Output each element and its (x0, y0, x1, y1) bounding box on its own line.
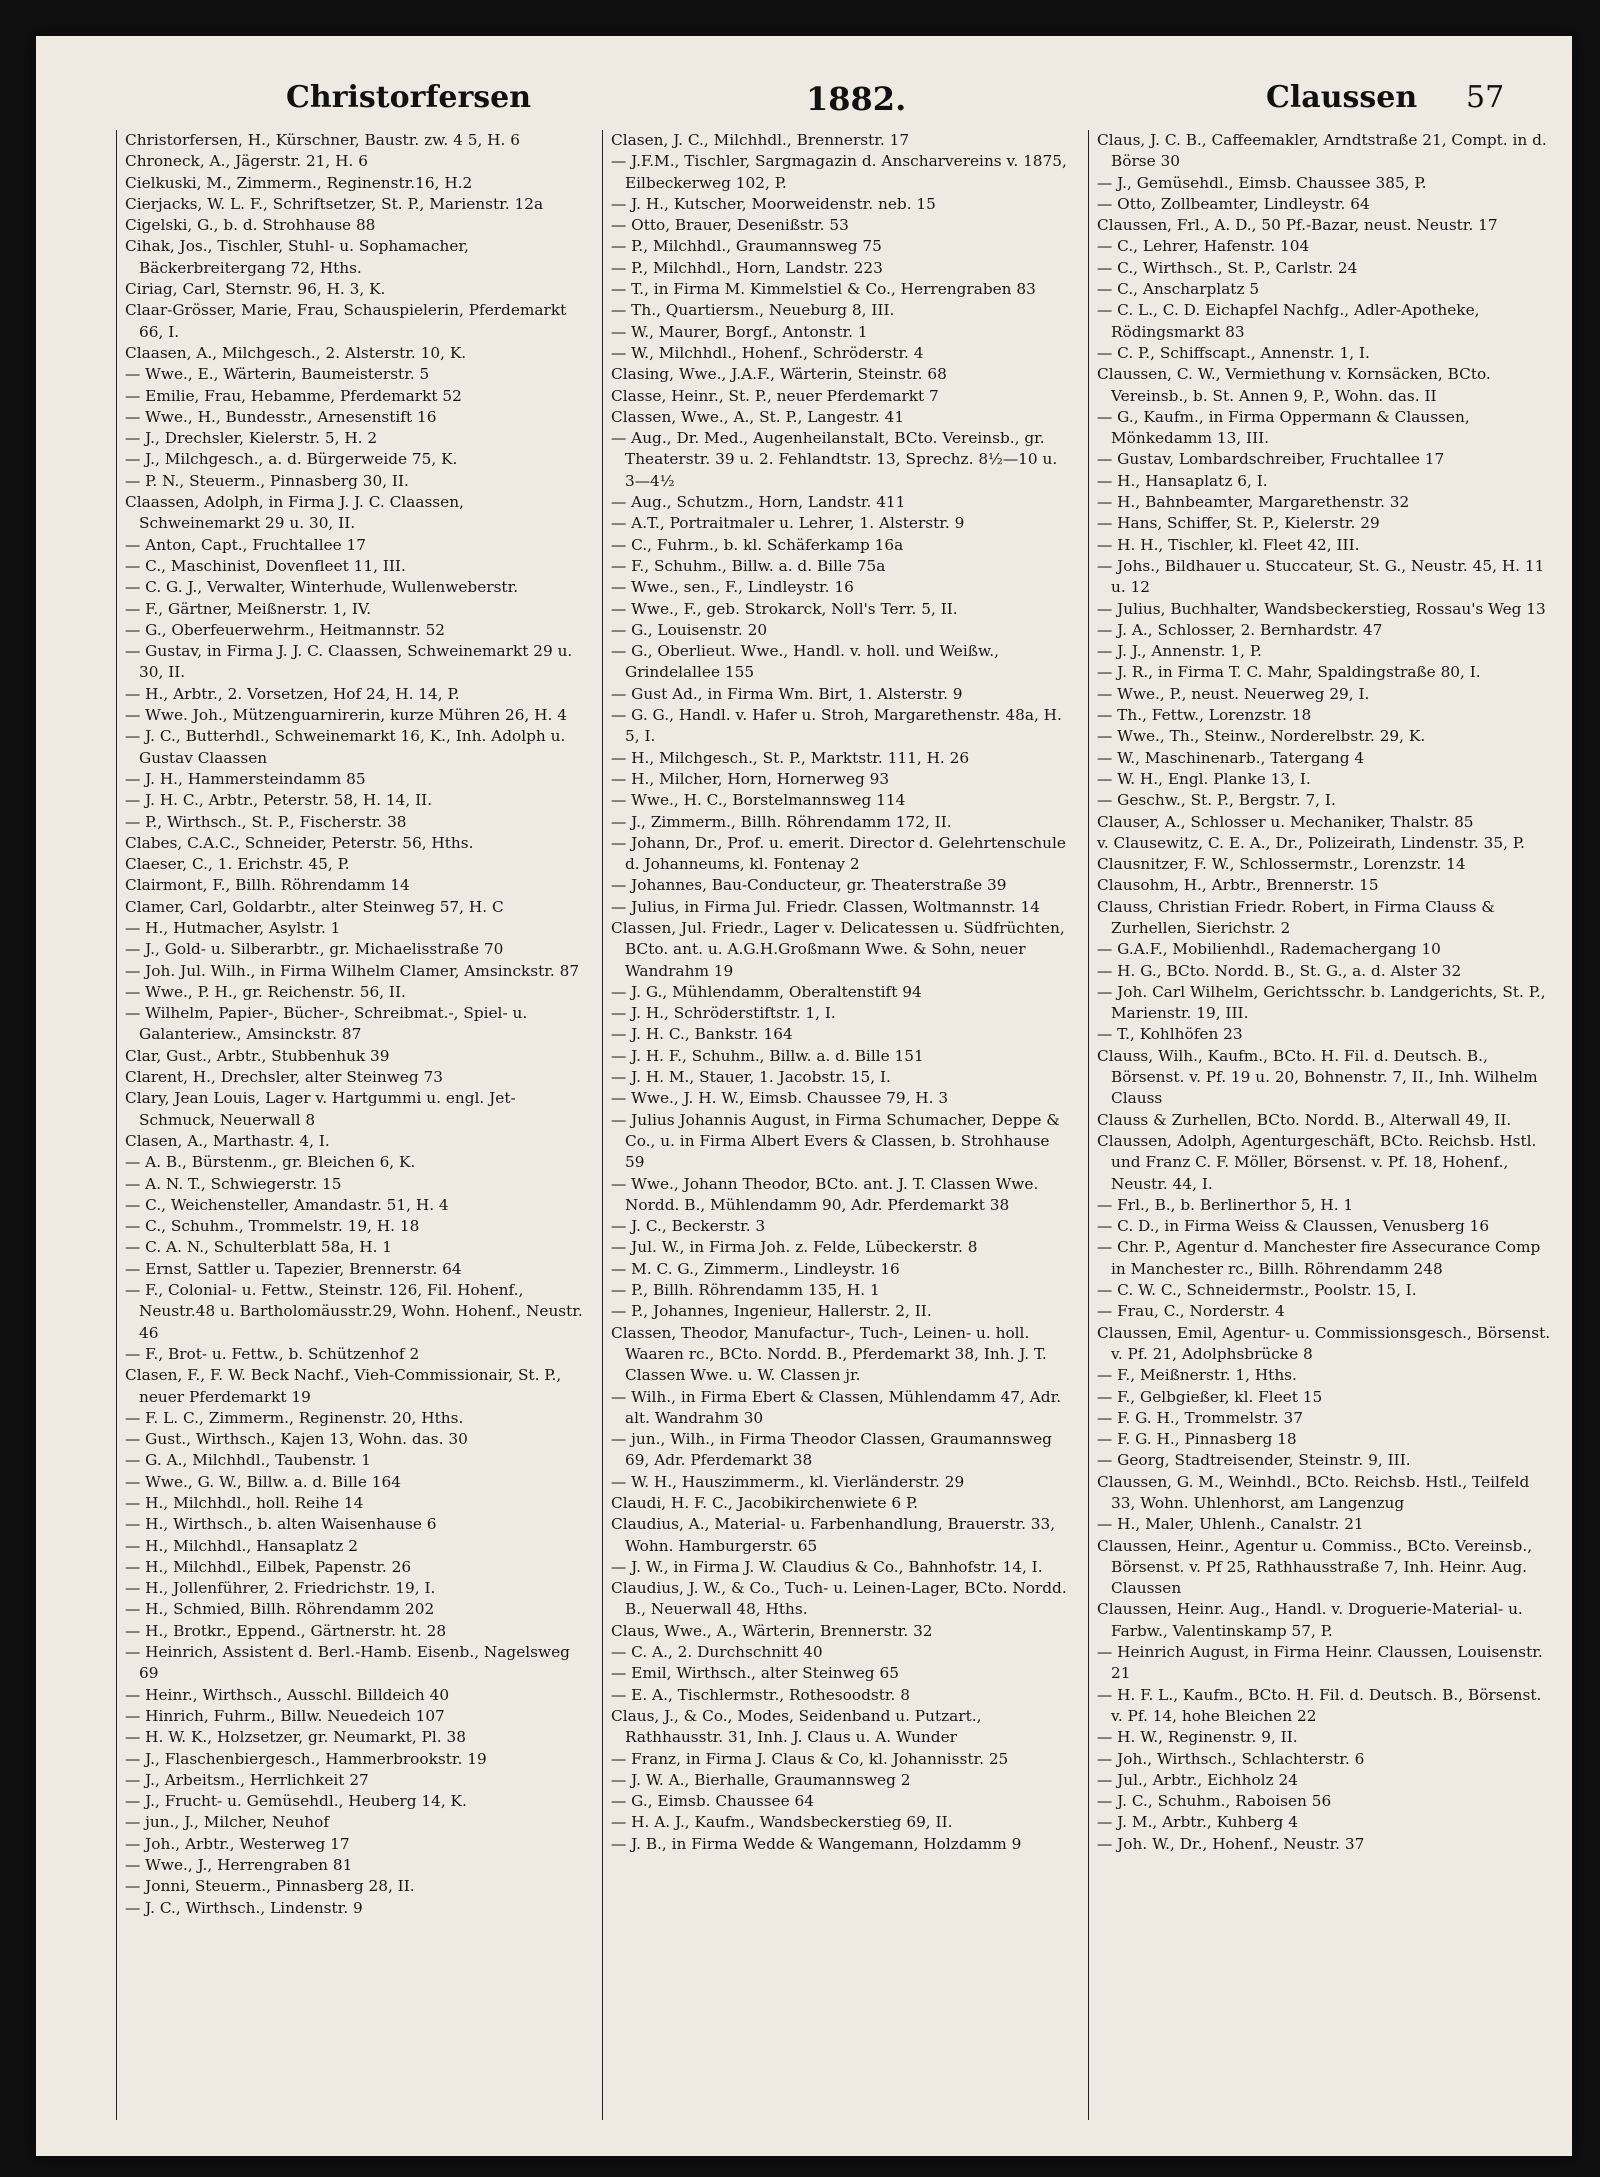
directory-entry: — Jonni, Steuerm., Pinnasberg 28, II. (125, 1877, 415, 1896)
directory-entry: — Wwe., P., neust. Neuerweg 29, I. (1097, 684, 1370, 703)
directory-entry: Clasen, A., Marthastr. 4, I. (125, 1131, 330, 1150)
directory-entry: Cihak, Jos., Tischler, Stuhl- u. Sophamacher, Bäckerbreitergang 72, Hths. (125, 237, 469, 277)
directory-entry: — H., Milchhdl., holl. Reihe 14 (125, 1494, 364, 1512)
directory-entry: — G., Oberfeuerwehrm., Heitmannstr. 52 (125, 620, 446, 639)
directory-entry: — J. C., Schuhm., Raboisen 56 (1097, 1792, 1332, 1811)
directory-entry: — J. C., Wirthsch., Lindenstr. 9 (125, 1898, 363, 1917)
directory-entry: — G., Louisenstr. 20 (611, 620, 768, 639)
directory-entry: — H. W., Reginenstr. 9, II. (1097, 1728, 1298, 1747)
directory-entry: — Georg, Stadtreisender, Steinstr. 9, III. (1097, 1451, 1411, 1470)
directory-entry: — C., Maschinist, Dovenfleet 11, III. (125, 556, 406, 575)
directory-entry: — C. P., Schiffscapt., Annenstr. 1, I. (1097, 343, 1370, 362)
directory-entry: — W. H., Engl. Planke 13, I. (1097, 769, 1311, 788)
directory-entry: — Julius Johannis August, in Firma Schumacher, Deppe & Co., u. in Firma Albert Evers & Classen, b. Strohhause 59 (611, 1110, 1060, 1172)
directory-entry: — Th., Quartiersm., Neueburg 8, III. (611, 301, 895, 320)
directory-entry: — Otto, Zollbeamter, Lindleystr. 64 (1097, 194, 1370, 213)
directory-entry: — H. A. J., Kaufm., Wandsbeckerstieg 69, II. (611, 1813, 953, 1832)
directory-entry: Claassen, Adolph, in Firma J. J. C. Claassen, Schweinemarkt 29 u. 30, II. (125, 493, 464, 533)
directory-entry: — Frau, C., Norderstr. 4 (1097, 1302, 1285, 1321)
column-2 (602, 130, 1071, 2120)
directory-entry: — F. G. H., Trommelstr. 37 (1097, 1408, 1303, 1427)
directory-entry: — H., Jollenführer, 2. Friedrichstr. 19, I. (125, 1579, 436, 1598)
directory-entry: — Emilie, Frau, Hebamme, Pferdemarkt 52 (125, 386, 462, 405)
directory-entry: — J. C., Butterhdl., Schweinemarkt 16, K., Inh. Adolph u. Gustav Claassen (125, 727, 566, 767)
directory-entry: Clasen, J. C., Milchhdl., Brennerstr. 17 (611, 131, 910, 149)
directory-entry: — Hinrich, Fuhrm., Billw. Neuedeich 107 (125, 1706, 445, 1725)
directory-entry: — Johannes, Bau-Conducteur, gr. Theaterstraße 39 (611, 876, 1007, 895)
directory-entry: Cigelski, G., b. d. Strohhause 88 (125, 216, 376, 235)
directory-entry: Claussen, Emil, Agentur- u. Commissionsgesch., Börsenst. v. Pf. 21, Adolphsbrücke 8 (1097, 1323, 1551, 1363)
directory-entry: — A. N. T., Schwiegerstr. 15 (125, 1174, 342, 1193)
directory-entry: — Chr. P., Agentur d. Manchester fire Assecurance Comp in Manchester rc., Billh. Röhrendamm 248 (1097, 1238, 1541, 1278)
directory-entry: — C. A., 2. Durchschnitt 40 (611, 1643, 823, 1662)
directory-entry: — G.A.F., Mobilienhdl., Rademachergang 10 (1097, 940, 1441, 959)
directory-entry: — jun., J., Milcher, Neuhof (125, 1813, 330, 1832)
directory-entry: Claudius, J. W., & Co., Tuch- u. Leinen-Lager, BCto. Nordd. B., Neuerwall 48, Hths. (611, 1579, 1067, 1619)
directory-entry: — P., Milchhdl., Horn, Landstr. 223 (611, 258, 883, 277)
directory-entry: — P., Milchhdl., Graumannsweg 75 (611, 237, 882, 256)
directory-entry: Clausohm, H., Arbtr., Brennerstr. 15 (1097, 876, 1379, 895)
directory-entry: Claussen, Adolph, Agenturgeschäft, BCto. Reichsb. Hstl. und Franz C. F. Möller, Börsenst. v. Pf. 18, Hohenf., Neustr. 44, I. (1097, 1131, 1537, 1193)
directory-entry: — J. J., Annenstr. 1, P. (1097, 642, 1262, 661)
directory-entry: — Franz, in Firma J. Claus & Co, kl. Johannisstr. 25 (611, 1749, 1009, 1768)
directory-entry: — J. C., Beckerstr. 3 (611, 1217, 766, 1236)
directory-entry: Classen, Theodor, Manufactur-, Tuch-, Leinen- u. holl. Waaren rc., BCto. Nordd. B., Pferdemarkt 38, Inh. J. T. Classen Wwe. u. W. Classen jr. (611, 1323, 1047, 1385)
directory-entry: Claussen, Frl., A. D., 50 Pf.-Bazar, neust. Neustr. 17 (1097, 216, 1498, 235)
directory-columns (116, 130, 1556, 2120)
directory-entry: — Gustav, Lombardschreiber, Fruchtallee 17 (1097, 450, 1445, 469)
directory-entry: — Geschw., St. P., Bergstr. 7, I. (1097, 791, 1336, 810)
directory-entry: — J. R., in Firma T. C. Mahr, Spaldingstraße 80, I. (1097, 663, 1481, 682)
directory-entry: Claussen, Heinr., Agentur u. Commiss., BCto. Vereinsb., Börsenst. v. Pf 25, Rathhausstraße 7, Inh. Heinr. Aug. Claussen (1097, 1536, 1533, 1598)
directory-entry: — C., Weichensteller, Amandastr. 51, H. 4 (125, 1195, 449, 1214)
directory-entry: — J. H. C., Arbtr., Peterstr. 58, H. 14, II. (125, 791, 433, 810)
directory-entry: Christorfersen, H., Kürschner, Baustr. zw. 4 5, H. 6 (125, 131, 520, 149)
directory-entry: — H., Milchgesch., St. P., Marktstr. 111, H. 26 (611, 748, 970, 767)
directory-entry: Claudius, A., Material- u. Farbenhandlung, Brauerstr. 33, Wohn. Hamburgerstr. 65 (611, 1515, 1056, 1555)
directory-entry: Classen, Wwe., A., St. P., Langestr. 41 (611, 407, 905, 426)
directory-entry: — J., Milchgesch., a. d. Bürgerweide 75, K. (125, 450, 458, 469)
directory-entry: Classe, Heinr., St. P., neuer Pferdemarkt 7 (611, 386, 939, 405)
directory-entry: — Gust Ad., in Firma Wm. Birt, 1. Alsterstr. 9 (611, 684, 963, 703)
directory-entry: — Gustav, in Firma J. J. C. Claassen, Schweinemarkt 29 u. 30, II. (125, 642, 573, 682)
directory-entry: — J. H., Schröderstiftstr. 1, I. (611, 1004, 836, 1023)
directory-entry: Clauss, Wilh., Kaufm., BCto. H. Fil. d. Deutsch. B., Börsenst. v. Pf. 19 u. 20, Bohnenstr. 7, II., Inh. Wilhelm Clauss (1097, 1046, 1538, 1108)
directory-entry: Clauss, Christian Friedr. Robert, in Firma Clauss & Zurhellen, Sierichstr. 2 (1097, 897, 1495, 937)
directory-entry: — Emil, Wirthsch., alter Steinweg 65 (611, 1664, 899, 1683)
directory-entry: — J. H. M., Stauer, 1. Jacobstr. 15, I. (611, 1068, 891, 1087)
directory-entry: Claus, J. C. B., Caffeemakler, Arndtstraße 21, Compt. in d. Börse 30 (1097, 131, 1547, 171)
directory-entry: — H. G., BCto. Nordd. B., St. G., a. d. Alster 32 (1097, 961, 1462, 980)
directory-entry: — Th., Fettw., Lorenzstr. 18 (1097, 706, 1312, 725)
directory-entry: Clamer, Carl, Goldarbtr., alter Steinweg 57, H. C (125, 897, 504, 916)
directory-entry: — Frl., B., b. Berlinerthor 5, H. 1 (1097, 1195, 1354, 1214)
directory-entry: — Joh. Jul. Wilh., in Firma Wilhelm Clamer, Amsinckstr. 87 (125, 961, 580, 980)
page-header (126, 80, 1546, 130)
directory-page (36, 36, 1572, 2156)
directory-entry: — W., Maurer, Borgf., Antonstr. 1 (611, 322, 868, 341)
directory-entry: — Joh. W., Dr., Hohenf., Neustr. 37 (1097, 1834, 1365, 1853)
directory-entry: — J. W., in Firma J. W. Claudius & Co., Bahnhofstr. 14, I. (611, 1557, 1043, 1576)
directory-entry: — H. H., Tischler, kl. Fleet 42, III. (1097, 535, 1360, 554)
directory-entry: — J. H. C., Bankstr. 164 (611, 1025, 793, 1044)
directory-entry: Clauss & Zurhellen, BCto. Nordd. B., Alterwall 49, II. (1097, 1110, 1512, 1129)
directory-entry: — J., Flaschenbiergesch., Hammerbrookstr. 19 (125, 1749, 487, 1768)
directory-entry: — E. A., Tischlermstr., Rothesoodstr. 8 (611, 1685, 910, 1704)
directory-entry: — Heinr., Wirthsch., Ausschl. Billdeich 40 (125, 1685, 450, 1704)
directory-entry: — H., Milchhdl., Hansaplatz 2 (125, 1536, 358, 1555)
directory-entry: Clasing, Wwe., J.A.F., Wärterin, Steinstr. 68 (611, 365, 947, 384)
directory-entry: — H., Bahnbeamter, Margarethenstr. 32 (1097, 493, 1410, 512)
directory-entry: — C., Schuhm., Trommelstr. 19, H. 18 (125, 1217, 420, 1236)
directory-entry: — J. H. F., Schuhm., Billw. a. d. Bille 151 (611, 1046, 924, 1065)
directory-entry: — Heinrich August, in Firma Heinr. Claussen, Louisenstr. 21 (1097, 1643, 1543, 1683)
directory-entry: Claasen, A., Milchgesch., 2. Alsterstr. 10, K. (125, 343, 467, 362)
directory-entry: — Aug., Schutzm., Horn, Landstr. 411 (611, 493, 906, 512)
directory-entry: Cierjacks, W. L. F., Schriftsetzer, St. P., Marienstr. 12a (125, 194, 544, 213)
directory-entry: — F., Gärtner, Meißnerstr. 1, IV. (125, 599, 372, 618)
directory-entry: — H., Arbtr., 2. Vorsetzen, Hof 24, H. 14, P. (125, 684, 460, 703)
directory-entry: Claussen, Heinr. Aug., Handl. v. Droguerie-Material- u. Farbw., Valentinskamp 57, P. (1097, 1600, 1523, 1640)
directory-entry: — Anton, Capt., Fruchtallee 17 (125, 535, 367, 554)
directory-entry: — Wwe., H., Bundesstr., Arnesenstift 16 (125, 407, 437, 426)
directory-entry: — Wwe., sen., F., Lindleystr. 16 (611, 578, 854, 597)
directory-entry: — C. G. J., Verwalter, Winterhude, Wullenweberstr. (125, 578, 519, 597)
directory-entry: Classen, Jul. Friedr., Lager v. Delicatessen u. Südfrüchten, BCto. ant. u. A.G.H.Großmann Wwe. & Sohn, neuer Wandrahm 19 (611, 918, 1065, 980)
directory-entry: Claussen, C. W., Vermiethung v. Kornsäcken, BCto. Vereinsb., b. St. Annen 9, P., Wohn. das. II (1097, 365, 1491, 405)
directory-entry: — Gust., Wirthsch., Kajen 13, Wohn. das. 30 (125, 1430, 468, 1449)
directory-entry: Clary, Jean Louis, Lager v. Hartgummi u. engl. Jet-Schmuck, Neuerwall 8 (125, 1089, 516, 1129)
directory-entry: — F., Gelbgießer, kl. Fleet 15 (1097, 1387, 1323, 1406)
directory-entry: — G., Eimsb. Chaussee 64 (611, 1792, 815, 1811)
directory-entry: — Johs., Bildhauer u. Stuccateur, St. G., Neustr. 45, H. 11 u. 12 (1097, 556, 1545, 597)
directory-entry: — Joh. Carl Wilhelm, Gerichtsschr. b. Landgerichts, St. P., Marienstr. 19, III. (1097, 982, 1546, 1023)
directory-entry: Clarent, H., Drechsler, alter Steinweg 73 (125, 1068, 444, 1087)
directory-entry: — Jul. W., in Firma Joh. z. Felde, Lübeckerstr. 8 (611, 1238, 978, 1257)
directory-entry: Clausnitzer, F. W., Schlossermstr., Lorenzstr. 14 (1097, 855, 1466, 874)
directory-entry: — Julius, in Firma Jul. Friedr. Classen, Woltmannstr. 14 (611, 897, 1041, 916)
directory-entry: — H. F. L., Kaufm., BCto. H. Fil. d. Deutsch. B., Börsenst. v. Pf. 14, hohe Bleichen 22 (1097, 1685, 1542, 1725)
directory-entry: — J. H., Hammersteindamm 85 (125, 769, 366, 788)
directory-entry: — C. W. C., Schneidermstr., Poolstr. 15, I. (1097, 1281, 1417, 1300)
directory-entry: — C., Anscharplatz 5 (1097, 280, 1260, 299)
directory-entry: — Aug., Dr. Med., Augenheilanstalt, BCto. Vereinsb., gr. Theaterstr. 39 u. 2. Fehlandtstr. 13, Sprechz. 8½—10 u. 3—4½ (611, 429, 1058, 490)
directory-entry: — J., Gold- u. Silberarbtr., gr. Michaelisstraße 70 (125, 940, 504, 959)
directory-entry: — F., Schuhm., Billw. a. d. Bille 75a (611, 556, 886, 575)
directory-entry: — G., Kaufm., in Firma Oppermann & Claussen, Mönkedamm 13, III. (1097, 407, 1470, 448)
directory-entry: — W., Maschinenarb., Tatergang 4 (1097, 748, 1365, 767)
directory-entry: — Joh., Wirthsch., Schlachterstr. 6 (1097, 1749, 1365, 1768)
directory-entry: Cielkuski, M., Zimmerm., Reginenstr.16, H.2 (125, 173, 473, 192)
directory-entry: — jun., Wilh., in Firma Theodor Classen, Graumannsweg 69, Adr. Pferdemarkt 38 (611, 1430, 1052, 1470)
directory-entry: — Hans, Schiffer, St. P., Kielerstr. 29 (1097, 514, 1380, 533)
directory-entry: — H., Hutmacher, Asylstr. 1 (125, 918, 341, 937)
directory-entry: — J. G., Mühlendamm, Oberaltenstift 94 (611, 982, 922, 1001)
directory-entry: — F., Colonial- u. Fettw., Steinstr. 126, Fil. Hohenf., Neustr.48 u. Bartholomäusstr.29, Wohn. Hohenf., Neustr. 46 (125, 1281, 583, 1342)
column-1 (116, 130, 585, 2120)
directory-entry: — J. W. A., Bierhalle, Graumannsweg 2 (611, 1770, 911, 1789)
directory-entry: — C., Wirthsch., St. P., Carlstr. 24 (1097, 258, 1358, 277)
directory-entry: — J. H., Kutscher, Moorweidenstr. neb. 15 (611, 194, 936, 213)
directory-entry: — Ernst, Sattler u. Tapezier, Brennerstr. 64 (125, 1259, 462, 1278)
directory-entry: — P., Johannes, Ingenieur, Hallerstr. 2, II. (611, 1302, 932, 1321)
directory-entry: — C. A. N., Schulterblatt 58a, H. 1 (125, 1238, 393, 1257)
directory-entry: — W., Milchhdl., Hohenf., Schröderstr. 4 (611, 343, 924, 362)
directory-entry: Clar, Gust., Arbtr., Stubbenhuk 39 (125, 1046, 390, 1065)
directory-entry: — C., Lehrer, Hafenstr. 104 (1097, 237, 1310, 256)
directory-entry: — Wilh., in Firma Ebert & Classen, Mühlendamm 47, Adr. alt. Wandrahm 30 (611, 1387, 1062, 1427)
directory-entry: — Julius, Buchhalter, Wandsbeckerstieg, Rossau's Weg 13 (1097, 599, 1546, 618)
directory-entry: — Wilhelm, Papier-, Bücher-, Schreibmat.-, Spiel- u. Galanteriew., Amsinckstr. 87 (125, 1004, 528, 1044)
directory-entry: — J., Drechsler, Kielerstr. 5, H. 2 (125, 429, 378, 448)
page-number: 57 (1466, 80, 1505, 115)
directory-entry: — H., Maler, Uhlenh., Canalstr. 21 (1097, 1515, 1364, 1534)
directory-entry: Claus, Wwe., A., Wärterin, Brennerstr. 32 (611, 1621, 933, 1640)
directory-entry: Clasen, F., F. W. Beck Nachf., Vieh-Commissionair, St. P., neuer Pferdemarkt 19 (125, 1366, 562, 1406)
running-head-right: Claussen (1266, 80, 1418, 115)
directory-entry: — H., Hansaplatz 6, I. (1097, 471, 1268, 490)
directory-entry: — Wwe., J. H. W., Eimsb. Chaussee 79, H. 3 (611, 1089, 949, 1108)
directory-entry: — H., Schmied, Billh. Röhrendamm 202 (125, 1600, 435, 1619)
directory-entry: — J., Arbeitsm., Herrlichkeit 27 (125, 1770, 369, 1789)
directory-entry: Clairmont, F., Billh. Röhrendamm 14 (125, 876, 410, 895)
directory-entry: — Wwe., Th., Steinw., Norderelbstr. 29, K. (1097, 727, 1426, 746)
directory-entry: — A.T., Portraitmaler u. Lehrer, 1. Alsterstr. 9 (611, 514, 965, 533)
directory-entry: — J., Frucht- u. Gemüsehdl., Heuberg 14, K. (125, 1792, 467, 1811)
directory-entry: — P., Billh. Röhrendamm 135, H. 1 (611, 1281, 880, 1300)
directory-entry: Claussen, G. M., Weinhdl., BCto. Reichsb. Hstl., Teilfeld 33, Wohn. Uhlenhorst, am Langenzug (1097, 1472, 1530, 1512)
running-head-left: Christorfersen (286, 80, 532, 115)
directory-entry: — Wwe., J., Herrengraben 81 (125, 1856, 353, 1875)
directory-entry: — Wwe., P. H., gr. Reichenstr. 56, II. (125, 982, 406, 1001)
directory-entry: — J.F.M., Tischler, Sargmagazin d. Anscharvereins v. 1875, Eilbeckerweg 102, P. (611, 152, 1067, 192)
directory-entry: Ciriag, Carl, Sternstr. 96, H. 3, K. (125, 280, 386, 299)
directory-entry: — C., Fuhrm., b. kl. Schäferkamp 16a (611, 535, 904, 554)
directory-entry: — W. H., Hauszimmerm., kl. Vierländerstr. 29 (611, 1472, 965, 1491)
directory-entry: — J. M., Arbtr., Kuhberg 4 (1097, 1813, 1298, 1832)
directory-entry: — H. W. K., Holzsetzer, gr. Neumarkt, Pl. 38 (125, 1728, 466, 1747)
directory-entry: — F. G. H., Pinnasberg 18 (1097, 1430, 1297, 1449)
directory-entry: — J. B., in Firma Wedde & Wangemann, Holzdamm 9 (611, 1834, 1022, 1853)
directory-entry: Clabes, C.A.C., Schneider, Peterstr. 56, Hths. (125, 833, 474, 852)
directory-entry: — Wwe., F., geb. Strokarck, Noll's Terr. 5, II. (611, 599, 958, 618)
directory-entry: — G. A., Milchhdl., Taubenstr. 1 (125, 1451, 371, 1470)
directory-entry: Claudi, H. F. C., Jacobikirchenwiete 6 P. (611, 1494, 919, 1512)
directory-entry: — Wwe., G. W., Billw. a. d. Bille 164 (125, 1472, 401, 1491)
directory-entry: Claar-Grösser, Marie, Frau, Schauspielerin, Pferdemarkt 66, I. (125, 301, 567, 341)
directory-entry: — J. A., Schlosser, 2. Bernhardstr. 47 (1097, 620, 1383, 639)
directory-entry: Claus, J., & Co., Modes, Seidenband u. Putzart., Rathhausstr. 31, Inh. J. Claus u. A. Wunder (611, 1706, 982, 1747)
directory-entry: — Wwe. Joh., Mützenguarnirerin, kurze Mühren 26, H. 4 (125, 706, 567, 725)
directory-entry: — T., Kohlhöfen 23 (1097, 1025, 1243, 1044)
directory-entry: — F., Meißnerstr. 1, Hths. (1097, 1366, 1297, 1385)
running-head-year: 1882. (806, 80, 907, 118)
directory-entry: v. Clausewitz, C. E. A., Dr., Polizeirath, Lindenstr. 35, P. (1097, 833, 1525, 852)
directory-entry: — P., Wirthsch., St. P., Fischerstr. 38 (125, 812, 407, 831)
directory-entry: — F. L. C., Zimmerm., Reginenstr. 20, Hths. (125, 1408, 464, 1427)
directory-entry: Claeser, C., 1. Erichstr. 45, P. (125, 855, 350, 874)
directory-entry: — H., Brotkr., Eppend., Gärtnerstr. ht. 28 (125, 1621, 447, 1640)
directory-entry: Clauser, A., Schlosser u. Mechaniker, Thalstr. 85 (1097, 812, 1474, 831)
directory-entry: — P. N., Steuerm., Pinnasberg 30, II. (125, 471, 409, 490)
directory-entry: — Heinrich, Assistent d. Berl.-Hamb. Eisenb., Nagelsweg 69 (125, 1643, 570, 1683)
directory-entry: — G. G., Handl. v. Hafer u. Stroh, Margarethenstr. 48a, H. 5, I. (611, 706, 1062, 746)
directory-entry: — T., in Firma M. Kimmelstiel & Co., Herrengraben 83 (611, 280, 1036, 299)
directory-entry: — Wwe., E., Wärterin, Baumeisterstr. 5 (125, 365, 430, 384)
directory-entry: — H., Wirthsch., b. alten Waisenhause 6 (125, 1515, 437, 1534)
directory-entry: — M. C. G., Zimmerm., Lindleystr. 16 (611, 1259, 900, 1278)
directory-entry: — Wwe., H. C., Borstelmannsweg 114 (611, 791, 906, 810)
directory-entry: — A. B., Bürstenm., gr. Bleichen 6, K. (125, 1153, 416, 1172)
directory-entry: Chroneck, A., Jägerstr. 21, H. 6 (125, 152, 368, 171)
column-3 (1088, 130, 1557, 2120)
directory-entry: — C. D., in Firma Weiss & Claussen, Venusberg 16 (1097, 1217, 1490, 1236)
directory-entry: — Jul., Arbtr., Eichholz 24 (1097, 1770, 1298, 1789)
directory-entry: — Otto, Brauer, Desenißstr. 53 (611, 216, 849, 235)
directory-entry: — H., Milchhdl., Eilbek, Papenstr. 26 (125, 1557, 412, 1576)
directory-entry: — Joh., Arbtr., Westerweg 17 (125, 1834, 350, 1853)
directory-entry: — C. L., C. D. Eichapfel Nachfg., Adler-Apotheke, Rödingsmarkt 83 (1097, 301, 1480, 341)
directory-entry: — F., Brot- u. Fettw., b. Schützenhof 2 (125, 1344, 420, 1363)
directory-entry: — J., Zimmerm., Billh. Röhrendamm 172, II. (611, 812, 952, 831)
directory-entry: — J., Gemüsehdl., Eimsb. Chaussee 385, P. (1097, 173, 1427, 192)
directory-entry: — G., Oberlieut. Wwe., Handl. v. holl. und Weißw., Grindelallee 155 (611, 642, 999, 682)
directory-entry: — H., Milcher, Horn, Hornerweg 93 (611, 769, 890, 788)
directory-entry: — Wwe., Johann Theodor, BCto. ant. J. T. Classen Wwe. Nordd. B., Mühlendamm 90, Adr. Pferdemarkt 38 (611, 1174, 1039, 1214)
directory-entry: — Johann, Dr., Prof. u. emerit. Director d. Gelehrtenschule d. Johanneums, kl. Fontenay 2 (611, 833, 1066, 874)
